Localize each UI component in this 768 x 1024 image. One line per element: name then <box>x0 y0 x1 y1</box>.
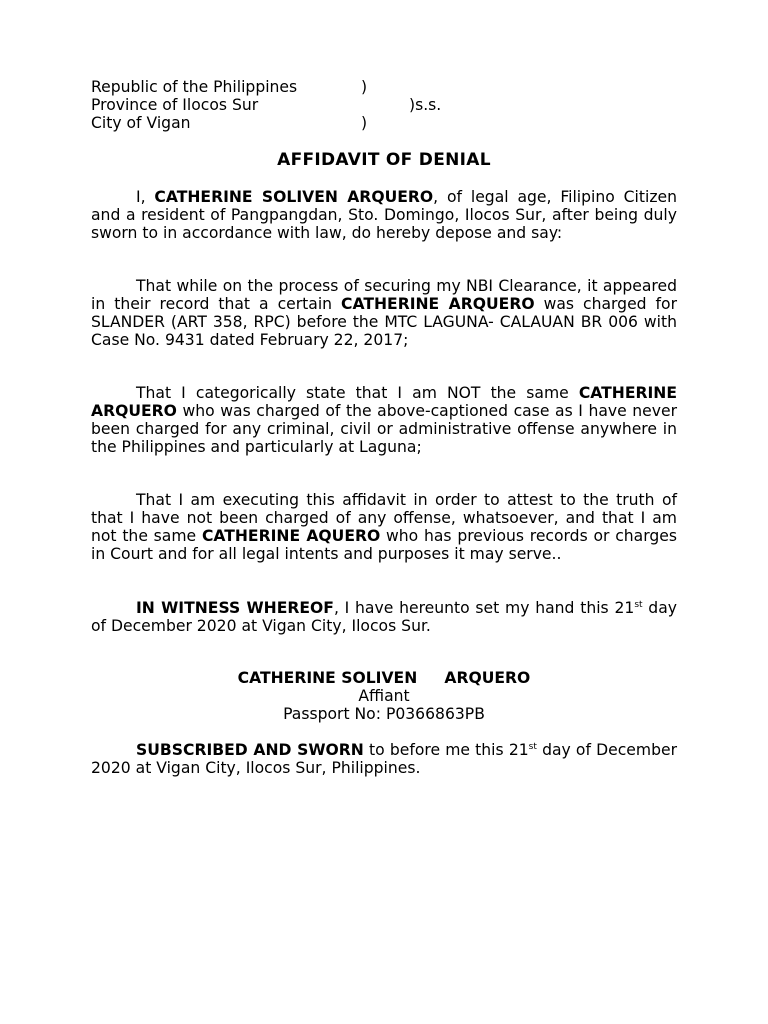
venue-caption <box>91 78 442 132</box>
text: who was charged of the above-captioned case as I have never been charged for any criminal, civil or administrative offense anywhere in the Philippines and particularly at Laguna; <box>91 402 677 456</box>
charged-name: CATHERINE AQUERO <box>201 527 381 545</box>
text: That while on the process of securing my NBI Clearance, it appeared in their record that a certain <box>91 277 677 313</box>
paragraph-nbi-record <box>91 277 677 349</box>
signatory-name: CATHERINE SOLIVEN ARQUERO <box>237 669 531 687</box>
text: day of December 2020 at Vigan City, Ilocos Sur. <box>91 599 677 635</box>
paragraph-purpose <box>91 491 677 563</box>
text: , I have hereunto set my hand this 21 <box>333 599 635 617</box>
venue-city: City of Vigan <box>91 114 191 132</box>
text: to before me this 21 <box>363 741 529 759</box>
text: That I categorically state that I am NOT the same <box>136 384 579 402</box>
venue-line-republic <box>91 78 368 96</box>
paragraph-identity <box>91 188 677 242</box>
jurat-heading: SUBSCRIBED AND SWORN <box>136 741 364 759</box>
text: , of legal age, Filipino Citizen and a resident of Pangpangdan, Sto. Domingo, Ilocos Sur, after being duly sworn to in accordance with law, do hereby depose and say: <box>91 188 677 242</box>
charged-name: CATHERINE ARQUERO <box>91 384 677 420</box>
signature-block <box>0 669 768 723</box>
paragraph-witness <box>91 599 677 635</box>
venue-paren: ) <box>361 114 368 132</box>
witness-heading: IN WITNESS WHEREOF <box>136 599 334 617</box>
text: who has previous records or charges in Court and for all legal intents and purposes it may serve.. <box>91 527 677 563</box>
ordinal-suffix: st <box>528 742 537 752</box>
text: day of December 2020 at Vigan City, Ilocos Sur, Philippines. <box>91 741 677 777</box>
paragraph-jurat <box>91 741 677 777</box>
venue-line-province <box>91 96 442 114</box>
text: was charged for SLANDER (ART 358, RPC) before the MTC LAGUNA- CALAUAN BR 006 with Case No. 9431 dated February 22, 2017; <box>91 295 678 349</box>
charged-name: CATHERINE ARQUERO <box>341 295 535 313</box>
venue-ss-mark: )s.s. <box>409 96 442 114</box>
ordinal-suffix: st <box>634 600 643 610</box>
text: I, <box>136 188 155 206</box>
passport-number: Passport No: P0366863PB <box>283 705 485 723</box>
document-title: AFFIDAVIT OF DENIAL <box>277 150 491 170</box>
venue-line-city <box>91 114 368 132</box>
signatory-role: Affiant <box>358 687 410 705</box>
venue-paren: ) <box>361 78 368 96</box>
venue-province: Province of Ilocos Sur <box>91 96 259 114</box>
affiant-name: CATHERINE SOLIVEN ARQUERO <box>154 188 434 206</box>
venue-republic: Republic of the Philippines <box>91 78 298 96</box>
paragraph-denial <box>91 384 677 456</box>
text: That I am executing this affidavit in order to attest to the truth of that I have not been charged of any offense, whatsoever, and that I am not the same <box>91 491 677 545</box>
